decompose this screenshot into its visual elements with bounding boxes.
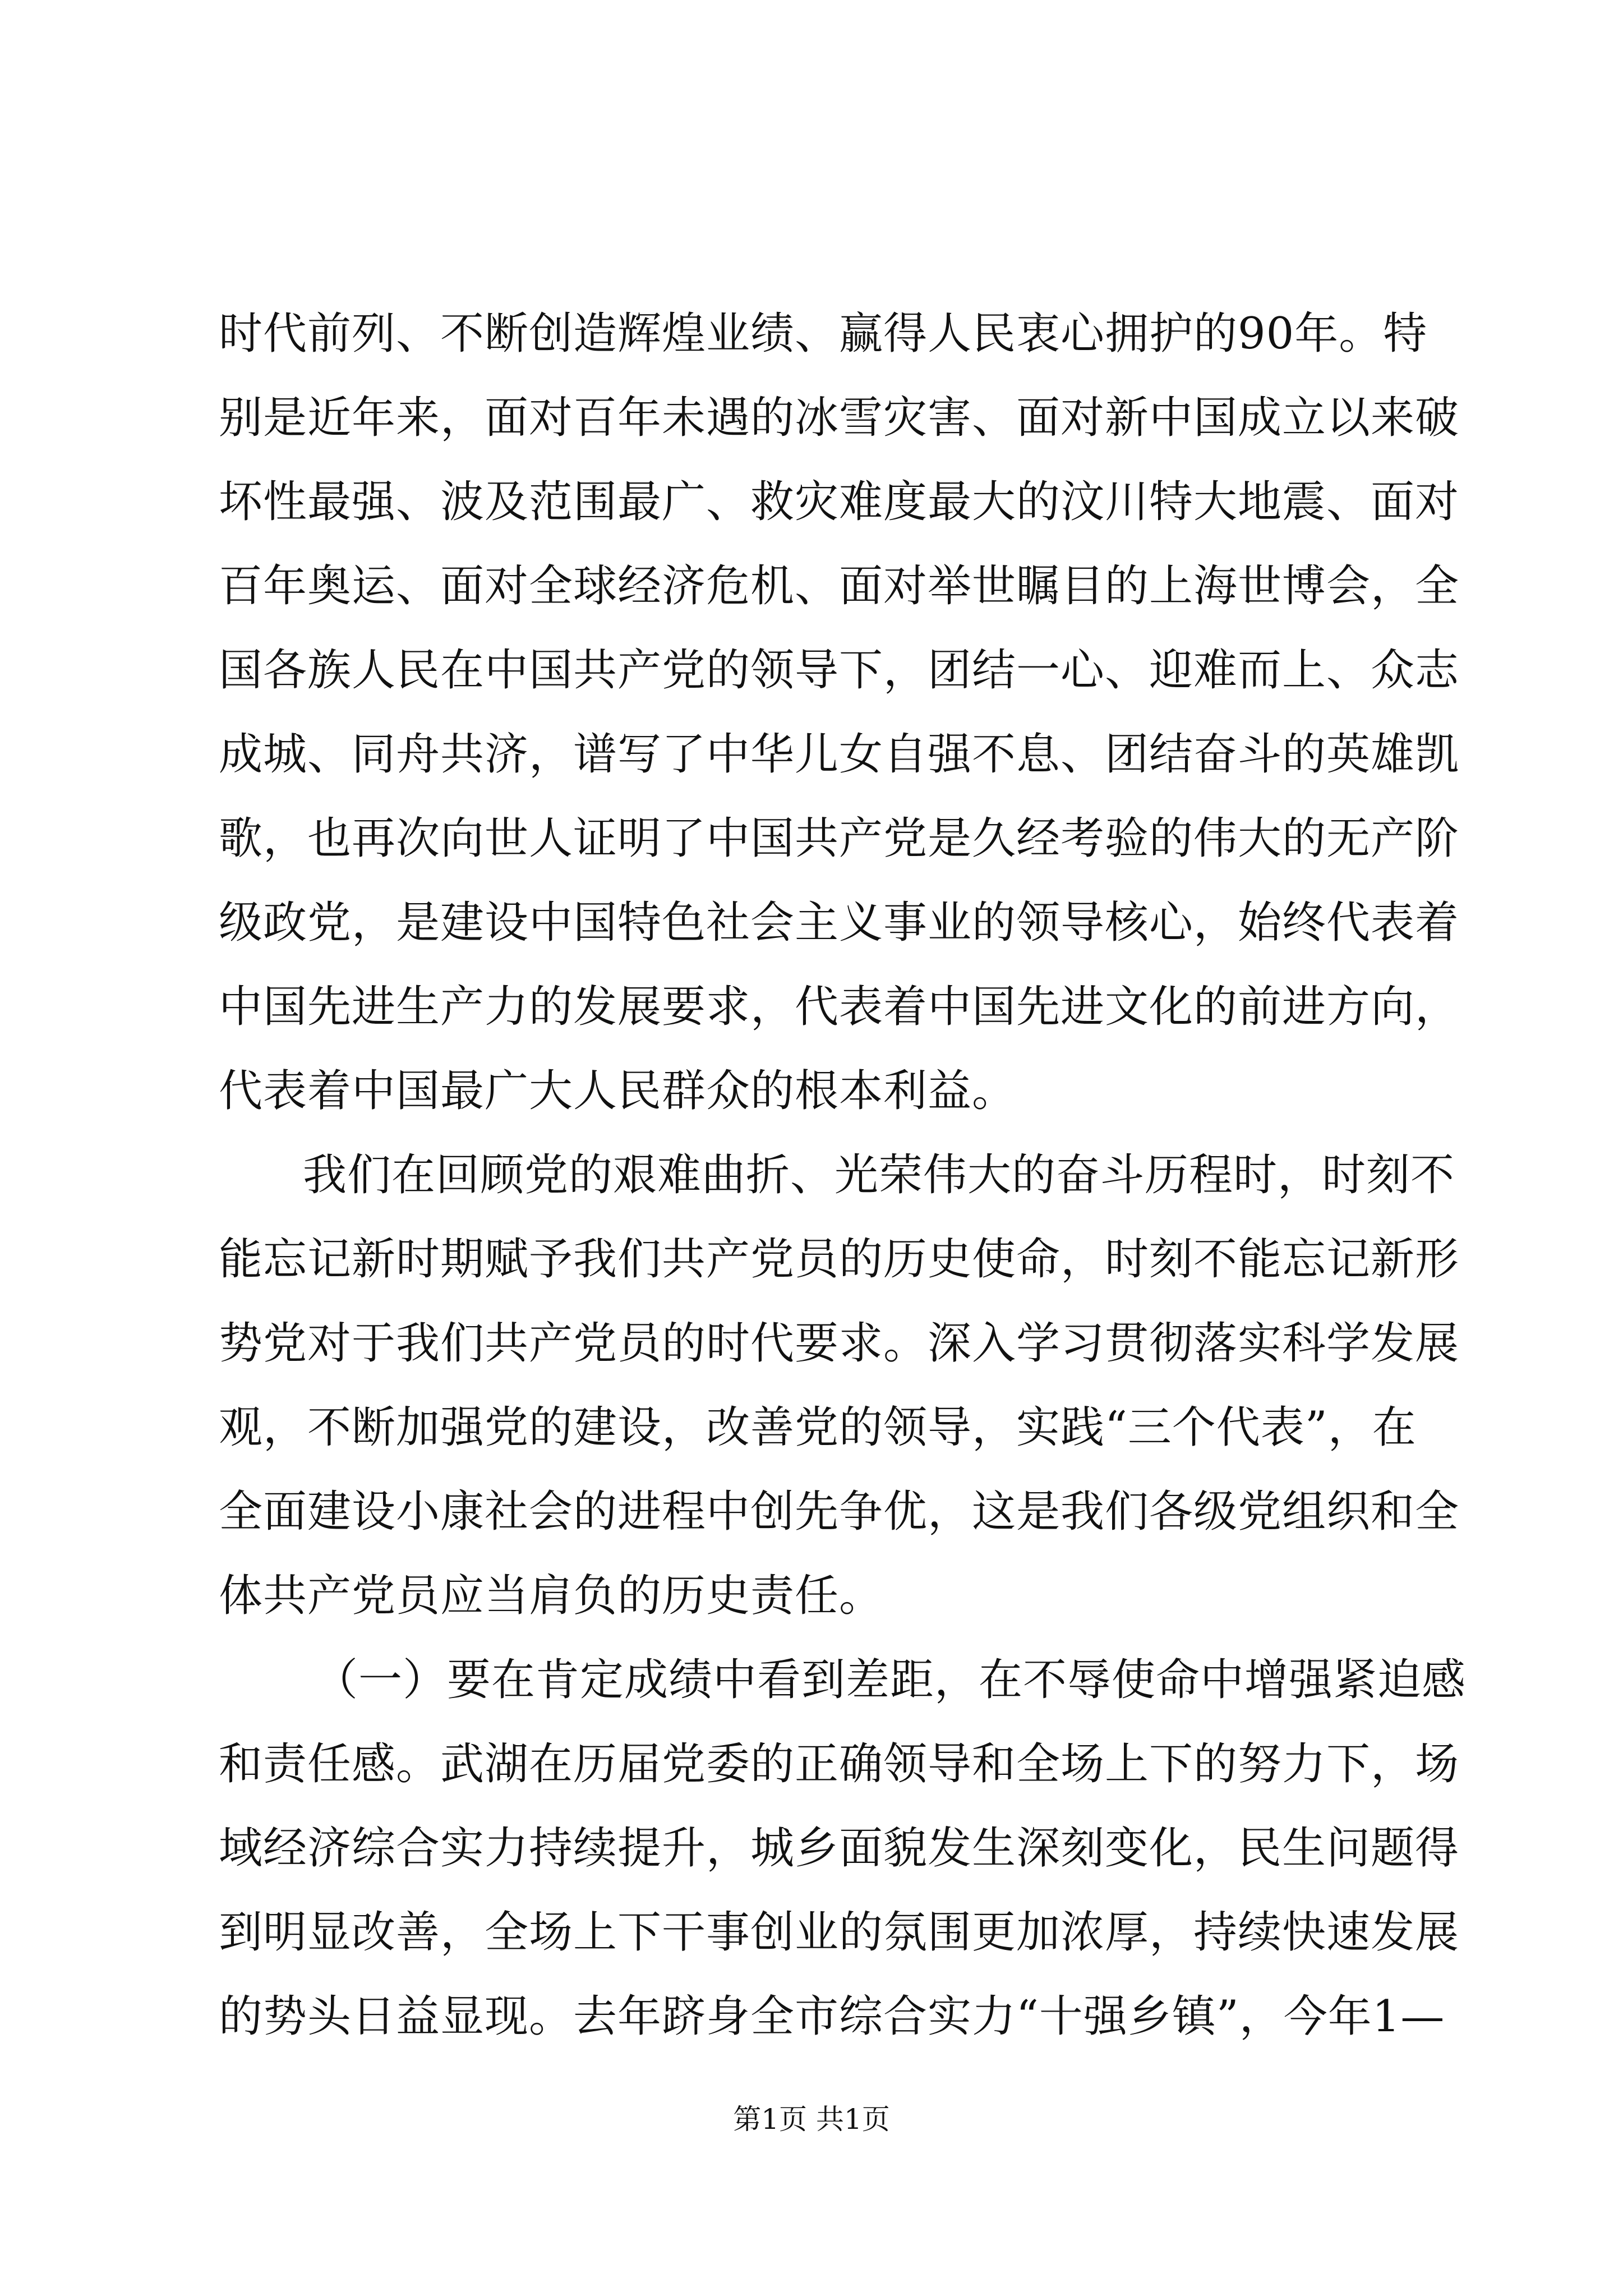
text-line: 势党对于我们共产党员的时代要求。深入学习贯彻落实科学发展	[219, 1318, 1460, 1369]
body-text	[219, 292, 1467, 2059]
text-line: 观，不断加强党的建设，改善党的领导，实践“三个代表”，在	[219, 1402, 1417, 1453]
text-line: 级政党，是建设中国特色社会主义事业的领导核心，始终代表着	[219, 898, 1460, 948]
text-line: 百年奥运、面对全球经济危机、面对举世瞩目的上海世博会，全	[219, 561, 1460, 611]
text-line: 中国先进生产力的发展要求，代表着中国先进文化的前进方向，	[219, 982, 1460, 1032]
text-line: 成城、同舟共济，谱写了中华儿女自强不息、团结奋斗的英雄凯	[219, 729, 1460, 780]
text-line: 全面建设小康社会的进程中创先争优，这是我们各级党组织和全	[219, 1487, 1460, 1537]
text-line: 的势头日益显现。去年跻身全市综合实力“十强乡镇”，今年1—	[219, 1991, 1445, 2042]
page-footer: 第1页 共1页	[733, 2103, 890, 2136]
text-line: 体共产党员应当肩负的历史责任。	[219, 1571, 884, 1621]
text-line: 国各族人民在中国共产党的领导下，团结一心、迎难而上、众志	[219, 645, 1460, 696]
text-line: 能忘记新时期赋予我们共产党员的历史使命，时刻不能忘记新形	[219, 1234, 1460, 1285]
text-line: 别是近年来，面对百年未遇的冰雪灾害、面对新中国成立以来破	[219, 393, 1460, 443]
section-heading-line: （一）要在肯定成绩中看到差距，在不辱使命中增强紧迫感	[314, 1655, 1467, 1705]
paragraph-first-line: 我们在回顾党的艰难曲折、光荣伟大的奋斗历程时，时刻不	[303, 1150, 1455, 1200]
text-line: 到明显改善，全场上下干事创业的氛围更加浓厚，持续快速发展	[219, 1907, 1460, 1958]
text-line: 和责任感。武湖在历届党委的正确领导和全场上下的努力下，场	[219, 1739, 1460, 1789]
text-line: 坏性最强、波及范围最广、救灾难度最大的汶川特大地震、面对	[219, 477, 1460, 527]
text-line: 域经济综合实力持续提升，城乡面貌发生深刻变化，民生问题得	[219, 1823, 1460, 1874]
text-line: 时代前列、不断创造辉煌业绩、赢得人民衷心拥护的90年。特	[219, 309, 1428, 359]
text-line: 代表着中国最广大人民群众的根本利益。	[219, 1066, 1017, 1116]
text-line: 歌，也再次向世人证明了中国共产党是久经考验的伟大的无产阶	[219, 813, 1460, 864]
